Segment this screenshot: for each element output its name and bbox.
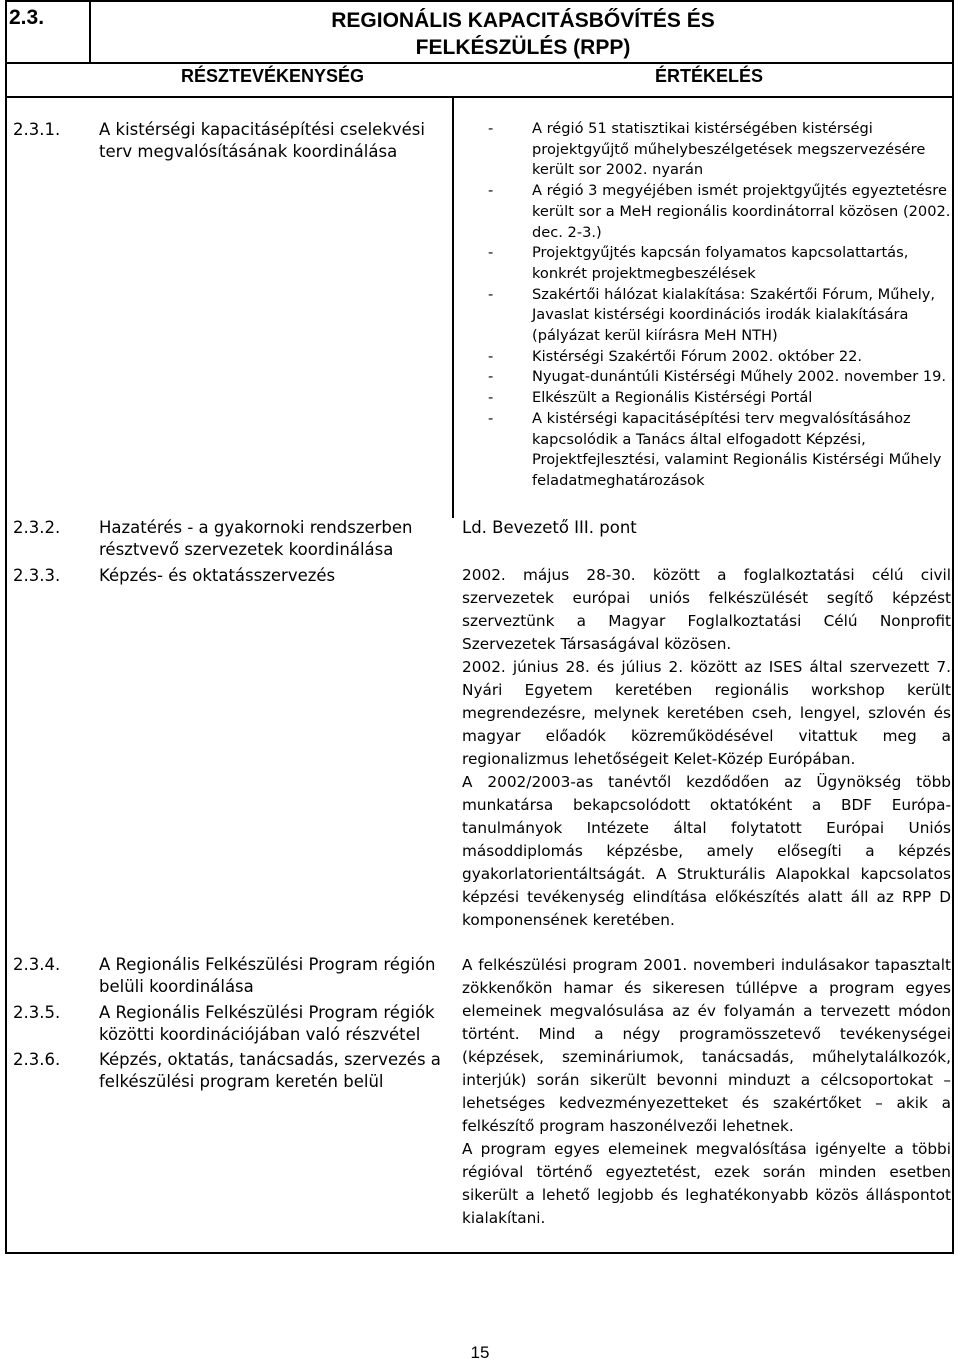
row-activity: A Regionális Felkészülési Program régiók közötti koordinációjában való részvétel — [99, 1003, 435, 1044]
section-number: 2.3. — [9, 6, 45, 29]
row-evaluation — [462, 954, 951, 1230]
paragraph: 2002. május 28-30. között a foglalkoztatási célú civil szervezetek európai uniós felkészülését segítő képzést szerveztünk a Magyar Foglalkoztatási Célú Nonprofit Szervezetek Társaságával közösen. — [462, 566, 951, 653]
list-item: - A régió 51 statisztikai kistérségében kistérségi projektgyűjtő műhelybeszélgetések megszervezésére került sor 2002. nyarán — [488, 120, 926, 179]
list-item: - A régió 3 megyéjében ismét projektgyűjtés egyeztetésre került sor a MeH regionális koordinátorral közösen (2002. dec. 2-3.) — [488, 182, 951, 241]
evaluation-list — [486, 119, 956, 492]
column-divider — [452, 98, 454, 518]
row-activity: Képzés, oktatás, tanácsadás, szervezés a felkészülési program keretén belül — [99, 1050, 441, 1091]
row-activity: A kistérségi kapacitásépítési cselekvési terv megvalósításának koordinálása — [99, 120, 425, 161]
row-number: 2.3.2. — [13, 518, 61, 537]
list-item: - Szakértői hálózat kialakítása: Szakértői Fórum, Műhely, Javaslat kistérségi koordinációs irodák kialakítására (pályázat kerül kiírásra MeH NTH) — [488, 285, 936, 345]
page-title-line1: REGIONÁLIS KAPACITÁSBŐVÍTÉS ÉS — [331, 9, 715, 32]
row-activity: Képzés- és oktatásszervezés — [99, 566, 336, 585]
paragraph: A felkészülési program 2001. novemberi indulásakor tapasztalt zökkenőkön hamar és sikeresen túllépve a program egyes elemeinek megvalósulása az év folyamán a tervezett módon történt. Mind a négy programösszetevő tevékenységei (képzések, szemináriumok, tanácsadás, műhelytalálkozók, interjúk) során sikerült bevonni minduzt a célcsoportokat – lehetséges kedvezményezetteket és szakértőket – akik a felkészítő program haszonélvezői lehetnek. — [462, 956, 951, 1135]
list-item: - A kistérségi kapacitásépítési terv megvalósításához kapcsolódik a Tanács által elfogadott Képzési, Projektfejlesztési, valamint Regionális Kistérségi Műhely feladatmeghatározások — [488, 409, 942, 489]
row-activity: A Regionális Felkészülési Program régión belüli koordinálása — [99, 955, 436, 996]
row-number: 2.3.5. — [13, 1003, 61, 1022]
row-number: 2.3.1. — [13, 120, 61, 139]
table-bottom-rule — [5, 1252, 954, 1254]
paragraph: A 2002/2003-as tanévtől kezdődően az Ügynökség több munkatársa bekapcsolódott oktatóként a BDF Európa-tanulmányok Intézete által folytatott Európai Uniós másoddiplomás képzésbe, amely elősegíti a képzés gyakorlatorientáltságát. A Strukturális Alapokkal kapcsolatos képzési tevékenység elindítása előkészítés alatt áll az RPP D komponensének keretében. — [462, 773, 951, 929]
row-activity: Hazatérés - a gyakornoki rendszerben résztvevő szervezetek koordinálása — [99, 518, 413, 559]
row-number: 2.3.6. — [13, 1050, 61, 1069]
page-title-line2: FELKÉSZÜLÉS (RPP) — [415, 36, 631, 59]
row-evaluation — [462, 564, 951, 932]
column-header-activity: RÉSZTEVÉKENYSÉG — [181, 66, 365, 86]
list-item: - Projektgyűjtés kapcsán folyamatos kapcsolattartás, konkrét projektmegbeszélések — [488, 244, 909, 282]
list-item: - Nyugat-dunántúli Kistérségi Műhely 2002. november 19. — [488, 368, 947, 386]
column-header-evaluation: ÉRTÉKELÉS — [655, 66, 764, 86]
row-evaluation: Ld. Bevezető III. pont — [462, 518, 637, 537]
header-divider — [5, 96, 954, 98]
list-item: - Kistérségi Szakértői Fórum 2002. október 22. — [488, 347, 863, 365]
row-number: 2.3.4. — [13, 955, 61, 974]
title-divider — [91, 62, 954, 64]
row-number: 2.3.3. — [13, 566, 61, 585]
paragraph: 2002. június 28. és július 2. között az ISES által szervezett 7. Nyári Egyetem keretében regionális workshop került megrendezésre, melynek keretében cseh, lengyel, szlovén és magyar előadók közreműködésével vitattuk meg a regionalizmus lehetőségeit Kelet-Közép Európában. — [462, 658, 951, 768]
page-number: 15 — [470, 1343, 490, 1362]
list-item: - Elkészült a Regionális Kistérségi Portál — [488, 389, 813, 407]
paragraph: A program egyes elemeinek megvalósítása igényelte a többi régióval történő egyeztetést, ezek során minden esetben sikerült a lehető legjobb és leghatékonyabb közös álláspontot kialakítani. — [462, 1140, 951, 1227]
